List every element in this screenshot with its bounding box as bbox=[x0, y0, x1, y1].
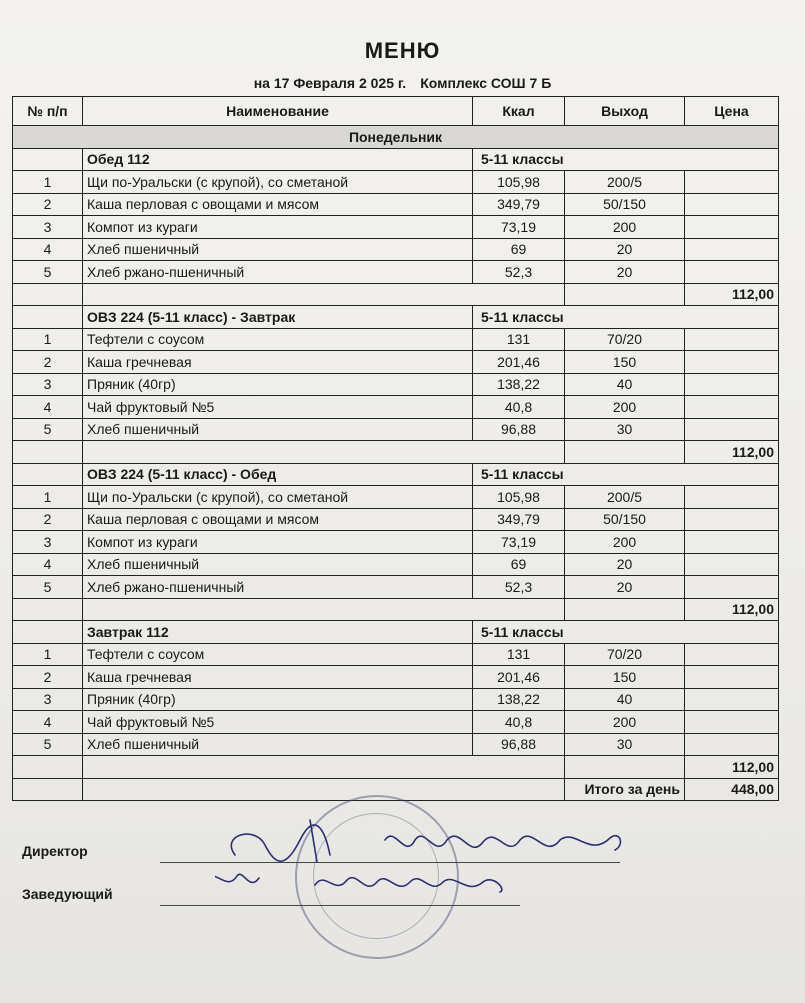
item-num: 3 bbox=[13, 688, 83, 711]
section-total-row bbox=[13, 598, 779, 621]
item-price bbox=[685, 531, 779, 554]
item-kcal: 73,19 bbox=[473, 216, 565, 239]
total-empty-cell bbox=[13, 441, 83, 464]
total-empty-cell bbox=[13, 756, 83, 779]
menu-item-row bbox=[13, 733, 779, 756]
section-header-row bbox=[13, 621, 779, 644]
document-title: МЕНЮ bbox=[364, 38, 441, 63]
item-kcal: 52,3 bbox=[473, 576, 565, 599]
item-price bbox=[685, 643, 779, 666]
section-total: 112,00 bbox=[685, 598, 779, 621]
item-name: Каша гречневая bbox=[83, 666, 473, 689]
handwritten-signatures bbox=[215, 800, 635, 910]
item-output: 200 bbox=[565, 396, 685, 419]
item-name: Щи по-Уральски (с крупой), со сметаной bbox=[83, 171, 473, 194]
header-row bbox=[13, 97, 779, 126]
item-kcal: 105,98 bbox=[473, 486, 565, 509]
item-kcal: 131 bbox=[473, 328, 565, 351]
total-empty-cell bbox=[83, 598, 565, 621]
day-name: Понедельник bbox=[13, 126, 779, 149]
item-num: 1 bbox=[13, 171, 83, 194]
item-num: 1 bbox=[13, 328, 83, 351]
header-output: Выход bbox=[565, 97, 685, 126]
item-kcal: 138,22 bbox=[473, 373, 565, 396]
item-num: 3 bbox=[13, 373, 83, 396]
manager-signature bbox=[215, 874, 502, 892]
item-name: Хлеб пшеничный bbox=[83, 733, 473, 756]
item-output: 150 bbox=[565, 351, 685, 374]
item-output: 20 bbox=[565, 553, 685, 576]
total-empty-cell bbox=[13, 778, 83, 801]
item-output: 40 bbox=[565, 373, 685, 396]
item-price bbox=[685, 216, 779, 239]
section-num-cell bbox=[13, 463, 83, 486]
item-name: Пряник (40гр) bbox=[83, 688, 473, 711]
item-output: 200/5 bbox=[565, 486, 685, 509]
item-price bbox=[685, 576, 779, 599]
section-total-row bbox=[13, 756, 779, 779]
menu-item-row bbox=[13, 261, 779, 284]
document-subtitle bbox=[0, 75, 805, 91]
menu-date: на 17 Февраля 2 025 г. bbox=[253, 75, 407, 91]
total-empty-cell bbox=[83, 441, 565, 464]
item-output: 200 bbox=[565, 216, 685, 239]
item-num: 5 bbox=[13, 261, 83, 284]
item-output: 20 bbox=[565, 238, 685, 261]
menu-item-row bbox=[13, 238, 779, 261]
item-output: 30 bbox=[565, 418, 685, 441]
item-kcal: 105,98 bbox=[473, 171, 565, 194]
section-name: Завтрак 112 bbox=[83, 621, 473, 644]
section-header-row bbox=[13, 463, 779, 486]
item-name: Щи по-Уральски (с крупой), со сметаной bbox=[83, 486, 473, 509]
menu-item-row bbox=[13, 373, 779, 396]
item-name: Компот из кураги bbox=[83, 216, 473, 239]
item-price bbox=[685, 171, 779, 194]
item-num: 3 bbox=[13, 216, 83, 239]
total-empty-cell bbox=[565, 756, 685, 779]
total-empty-cell bbox=[83, 778, 565, 801]
item-name: Чай фруктовый №5 bbox=[83, 711, 473, 734]
item-kcal: 69 bbox=[473, 553, 565, 576]
section-total: 112,00 bbox=[685, 441, 779, 464]
section-classes: 5-11 классы bbox=[473, 306, 779, 329]
item-output: 70/20 bbox=[565, 643, 685, 666]
item-price bbox=[685, 396, 779, 419]
complex-name: Комплекс СОШ 7 Б bbox=[420, 75, 552, 91]
item-kcal: 201,46 bbox=[473, 666, 565, 689]
menu-item-row bbox=[13, 418, 779, 441]
item-output: 200 bbox=[565, 531, 685, 554]
item-output: 40 bbox=[565, 688, 685, 711]
item-num: 2 bbox=[13, 508, 83, 531]
item-name: Тефтели с соусом bbox=[83, 643, 473, 666]
item-num: 2 bbox=[13, 666, 83, 689]
item-price bbox=[685, 508, 779, 531]
item-kcal: 201,46 bbox=[473, 351, 565, 374]
item-output: 200/5 bbox=[565, 171, 685, 194]
section-total: 112,00 bbox=[685, 756, 779, 779]
item-output: 70/20 bbox=[565, 328, 685, 351]
header-num: № п/п bbox=[13, 97, 83, 126]
director-signature bbox=[231, 820, 620, 862]
item-price bbox=[685, 261, 779, 284]
day-row bbox=[13, 126, 779, 149]
item-name: Каша гречневая bbox=[83, 351, 473, 374]
item-name: Каша перловая с овощами и мясом bbox=[83, 508, 473, 531]
item-name: Чай фруктовый №5 bbox=[83, 396, 473, 419]
menu-item-row bbox=[13, 531, 779, 554]
section-total: 112,00 bbox=[685, 283, 779, 306]
menu-item-row bbox=[13, 396, 779, 419]
item-kcal: 131 bbox=[473, 643, 565, 666]
item-kcal: 349,79 bbox=[473, 508, 565, 531]
section-name: ОВЗ 224 (5-11 класс) - Завтрак bbox=[83, 306, 473, 329]
item-price bbox=[685, 688, 779, 711]
item-kcal: 96,88 bbox=[473, 733, 565, 756]
header-name: Наименование bbox=[83, 97, 473, 126]
item-output: 20 bbox=[565, 576, 685, 599]
menu-item-row bbox=[13, 328, 779, 351]
item-num: 5 bbox=[13, 733, 83, 756]
total-empty-cell bbox=[83, 283, 565, 306]
item-kcal: 349,79 bbox=[473, 193, 565, 216]
total-empty-cell bbox=[565, 441, 685, 464]
item-price bbox=[685, 373, 779, 396]
header-price: Цена bbox=[685, 97, 779, 126]
item-kcal: 73,19 bbox=[473, 531, 565, 554]
item-kcal: 69 bbox=[473, 238, 565, 261]
item-name: Хлеб пшеничный bbox=[83, 418, 473, 441]
item-name: Пряник (40гр) bbox=[83, 373, 473, 396]
item-price bbox=[685, 486, 779, 509]
item-name: Компот из кураги bbox=[83, 531, 473, 554]
section-name: ОВЗ 224 (5-11 класс) - Обед bbox=[83, 463, 473, 486]
item-num: 2 bbox=[13, 193, 83, 216]
item-output: 30 bbox=[565, 733, 685, 756]
section-num-cell bbox=[13, 621, 83, 644]
section-header-row bbox=[13, 148, 779, 171]
item-price bbox=[685, 733, 779, 756]
item-num: 4 bbox=[13, 711, 83, 734]
item-name: Каша перловая с овощами и мясом bbox=[83, 193, 473, 216]
day-total-value: 448,00 bbox=[685, 778, 779, 801]
header-kcal: Ккал bbox=[473, 97, 565, 126]
item-num: 3 bbox=[13, 531, 83, 554]
section-name: Обед 112 bbox=[83, 148, 473, 171]
item-price bbox=[685, 238, 779, 261]
item-output: 50/150 bbox=[565, 193, 685, 216]
menu-item-row bbox=[13, 351, 779, 374]
menu-item-row bbox=[13, 553, 779, 576]
menu-item-row bbox=[13, 688, 779, 711]
item-num: 1 bbox=[13, 643, 83, 666]
section-total-row bbox=[13, 441, 779, 464]
total-empty-cell bbox=[13, 598, 83, 621]
item-num: 4 bbox=[13, 396, 83, 419]
item-output: 150 bbox=[565, 666, 685, 689]
item-name: Хлеб ржано-пшеничный bbox=[83, 261, 473, 284]
menu-item-row bbox=[13, 193, 779, 216]
item-num: 2 bbox=[13, 351, 83, 374]
menu-table bbox=[12, 96, 779, 801]
section-num-cell bbox=[13, 148, 83, 171]
item-kcal: 138,22 bbox=[473, 688, 565, 711]
menu-item-row bbox=[13, 711, 779, 734]
item-kcal: 40,8 bbox=[473, 711, 565, 734]
item-price bbox=[685, 418, 779, 441]
item-num: 4 bbox=[13, 238, 83, 261]
item-price bbox=[685, 553, 779, 576]
day-total-label: Итого за день bbox=[565, 778, 685, 801]
item-num: 5 bbox=[13, 418, 83, 441]
item-name: Тефтели с соусом bbox=[83, 328, 473, 351]
section-total-row bbox=[13, 283, 779, 306]
item-num: 5 bbox=[13, 576, 83, 599]
menu-item-row bbox=[13, 171, 779, 194]
total-empty-cell bbox=[565, 283, 685, 306]
menu-item-row bbox=[13, 486, 779, 509]
item-price bbox=[685, 666, 779, 689]
menu-item-row bbox=[13, 666, 779, 689]
item-kcal: 40,8 bbox=[473, 396, 565, 419]
item-output: 20 bbox=[565, 261, 685, 284]
item-price bbox=[685, 328, 779, 351]
section-classes: 5-11 классы bbox=[473, 463, 779, 486]
item-name: Хлеб ржано-пшеничный bbox=[83, 576, 473, 599]
total-empty-cell bbox=[13, 283, 83, 306]
item-price bbox=[685, 711, 779, 734]
section-classes: 5-11 классы bbox=[473, 621, 779, 644]
section-classes: 5-11 классы bbox=[473, 148, 779, 171]
section-num-cell bbox=[13, 306, 83, 329]
item-output: 200 bbox=[565, 711, 685, 734]
manager-label: Заведующий bbox=[22, 886, 113, 902]
total-empty-cell bbox=[565, 598, 685, 621]
menu-item-row bbox=[13, 216, 779, 239]
item-name: Хлеб пшеничный bbox=[83, 238, 473, 261]
director-label: Директор bbox=[22, 843, 88, 859]
item-name: Хлеб пшеничный bbox=[83, 553, 473, 576]
item-price bbox=[685, 193, 779, 216]
total-empty-cell bbox=[83, 756, 565, 779]
item-num: 1 bbox=[13, 486, 83, 509]
menu-item-row bbox=[13, 576, 779, 599]
menu-item-row bbox=[13, 508, 779, 531]
menu-item-row bbox=[13, 643, 779, 666]
item-output: 50/150 bbox=[565, 508, 685, 531]
item-kcal: 96,88 bbox=[473, 418, 565, 441]
item-price bbox=[685, 351, 779, 374]
item-num: 4 bbox=[13, 553, 83, 576]
item-kcal: 52,3 bbox=[473, 261, 565, 284]
section-header-row bbox=[13, 306, 779, 329]
